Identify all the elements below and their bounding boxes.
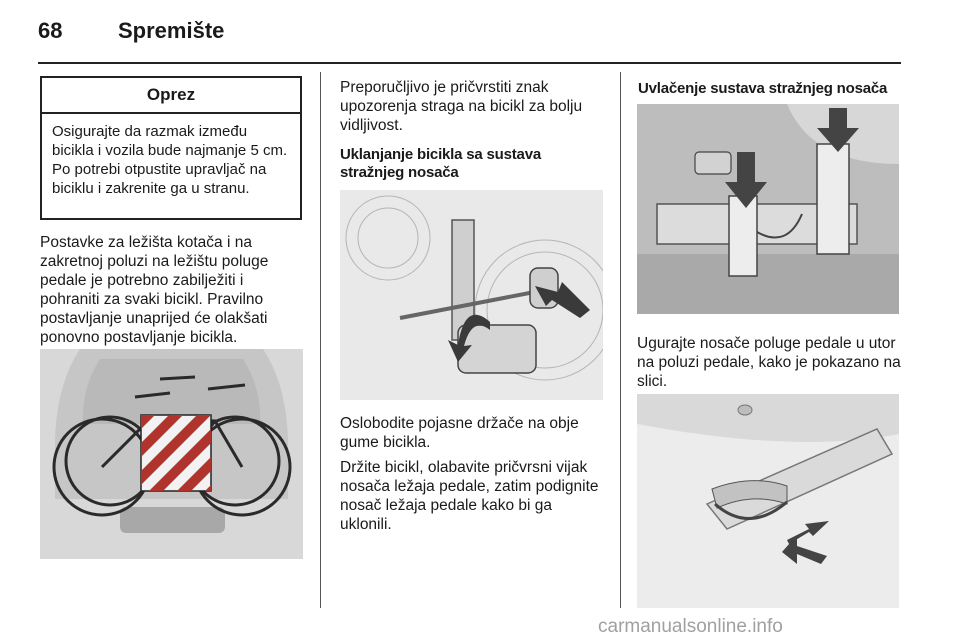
header-rule [38,62,901,64]
caution-text: Osigurajte da razmak između bicikla i vozila bude najmanje 5 cm. Po potrebi otpustite upravljač na biciklu i zakrenite ga u stranu. [52,123,288,197]
removal-heading: Uklanjanje bicikla sa sustava stražnjeg nosača [340,146,541,181]
bikes-on-carrier-drawing [40,349,303,559]
remove-pedal-holder-paragraph: Držite bicikl, olabavite pričvrsni vijak nosača ležaja pedale, zatim podignite nosač ležaja pedale kako bi ga uklonili. [340,459,599,533]
bikes-on-carrier-illustration [40,349,303,559]
page-number: 68 [38,18,63,43]
column-divider-left [320,72,321,608]
page-title: Spremište [118,18,225,43]
caution-box [40,76,302,220]
retraction-heading: Uvlačenje sustava stražnjeg nosača [638,80,888,97]
pedal-holder-slot-illustration [637,394,899,608]
pedal-holder-removal-illustration [340,190,603,400]
watermark: carmanualsonline.info [598,616,783,637]
pedal-holder-slot-drawing [637,394,899,608]
caution-title: Oprez [42,78,300,114]
bike-settings-paragraph: Postavke za ležišta kotača i na zakretnoj poluzi na ležištu poluge pedale je potrebno zabilježiti i pohraniti za svaki bicikl. Pravilno postavljanje unaprijed će olakšati ponovno postavljanje bicikla. [40,234,269,346]
release-straps-paragraph: Oslobodite pojasne držače na obje gume bicikla. [340,415,579,451]
warning-sign-recommendation: Preporučljivo je pričvrstiti znak upozorenja straga na bicikl za bolju vidljivost. [340,79,583,134]
carrier-retraction-illustration [637,104,899,314]
column-divider-right [620,72,621,608]
carrier-retraction-drawing [637,104,899,314]
pedal-holder-removal-drawing [340,190,603,400]
insert-holders-paragraph: Ugurajte nosače poluge pedale u utor na poluzi pedale, kako je pokazano na slici. [637,335,901,390]
